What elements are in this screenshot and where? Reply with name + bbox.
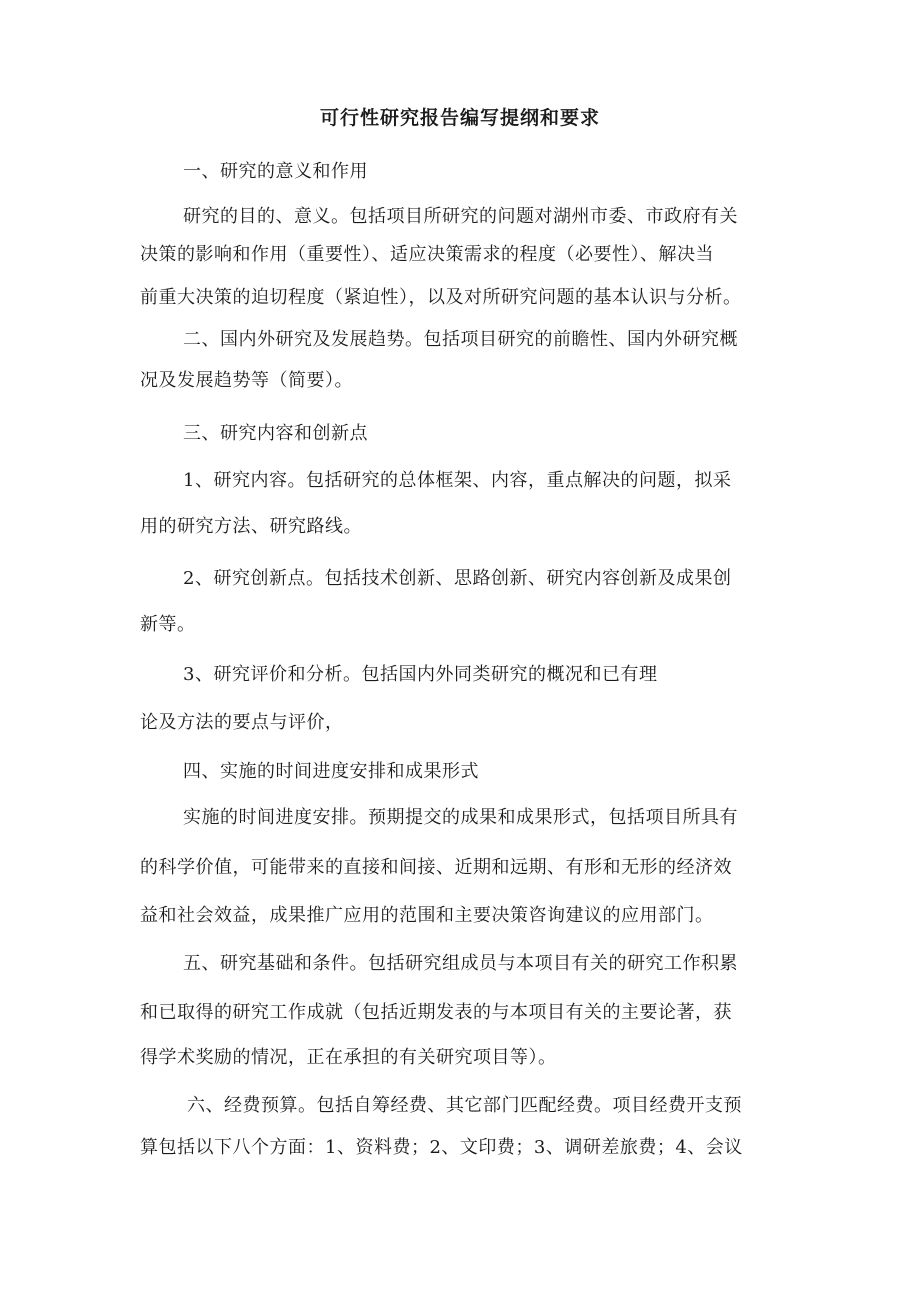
heading-6-paragraph: 六、经费预算。包括自筹经费、其它部门匹配经费。项目经费开支预 xyxy=(187,1095,742,1116)
list-item-1: 1、研究内容。包括研究的总体框架、内容，重点解决的问题，拟采 xyxy=(183,470,732,491)
paragraph-line: 用的研究方法、研究路线。 xyxy=(140,516,362,537)
list-item-3: 3、研究评价和分析。包括国内外同类研究的概况和已有理 xyxy=(183,664,658,685)
paragraph-line: 实施的时间进度安排。预期提交的成果和成果形式，包括项目所具有 xyxy=(183,807,738,828)
heading-5-paragraph: 五、研究基础和条件。包括研究组成员与本项目有关的研究工作积累 xyxy=(183,953,738,974)
paragraph-line: 和已取得的研究工作成就（包括近期发表的与本项目有关的主要论著，获 xyxy=(140,1002,732,1023)
paragraph-line: 前重大决策的迫切程度（紧迫性），以及对所研究问题的基本认识与分析。 xyxy=(140,287,742,308)
document-title: 可行性研究报告编写提纲和要求 xyxy=(319,107,600,129)
paragraph-line: 得学术奖励的情况，正在承担的有关研究项目等）。 xyxy=(140,1047,557,1068)
paragraph-line: 的科学价值，可能带来的直接和间接、近期和远期、有形和无形的经济效 xyxy=(140,857,732,878)
heading-2-paragraph: 二、国内外研究及发展趋势。包括项目研究的前瞻性、国内外研究概 xyxy=(183,329,738,350)
paragraph-line: 研究的目的、意义。包括项目所研究的问题对湖州市委、市政府有关 xyxy=(183,206,738,227)
list-item-2: 2、研究创新点。包括技术创新、思路创新、研究内容创新及成果创 xyxy=(183,568,732,589)
paragraph-line: 新等。 xyxy=(140,614,196,635)
heading-1: 一、研究的意义和作用 xyxy=(183,161,368,182)
paragraph-line: 论及方法的要点与评价， xyxy=(140,712,344,733)
heading-3: 三、研究内容和创新点 xyxy=(183,423,368,444)
paragraph-line: 况及发展趋势等（简要）。 xyxy=(140,370,353,391)
paragraph-line: 益和社会效益，成果推广应用的范围和主要决策咨询建议的应用部门。 xyxy=(140,905,714,926)
paragraph-line: 算包括以下八个方面：1、资料费；2、文印费；3、调研差旅费；4、会议 xyxy=(140,1137,743,1158)
heading-4: 四、实施的时间进度安排和成果形式 xyxy=(183,761,479,782)
paragraph-line: 决策的影响和作用（重要性）、适应决策需求的程度（必要性）、解决当 xyxy=(140,244,714,265)
